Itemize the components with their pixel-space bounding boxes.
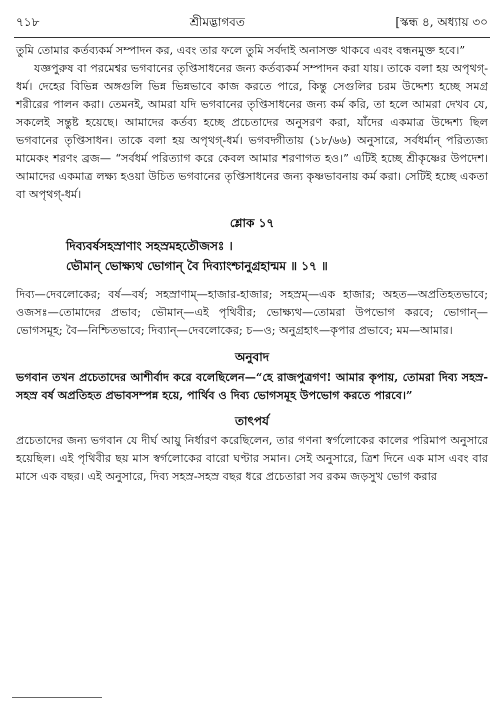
footer-rule bbox=[12, 697, 102, 698]
synonyms: দিব্য—দেবলোকের; বর্ষ—বর্ষ; সহস্রাণাম্‌—হাজার-হাজার; সহস্রম্‌—এক হাজার; অহত—অপ্রতিহতভাবে; ওজসঃ—তোমাদের প্রভাব; ভৌমান্‌—এই পৃথিবীর; ভোক্ষ্যথ—তোমরা উপভোগ করবে; ভোগান্‌—ভোগসমূহ; বৈ—নিশ্চিতভাবে; দিব্যান্‌—দেবলোকের; চ—ও; অনুগ্রহাৎ—কৃপার প্রভাবে; মম—আমার। bbox=[16, 288, 488, 337]
chapter-reference: [স্কন্ধ ৪, অধ্যায় ৩০ bbox=[395, 15, 488, 29]
purport-continuation: তুমি তোমার কর্তব্যকর্ম সম্পাদন কর, এবং তার ফলে তুমি সর্বদাই অনাসক্ত থাকবে এবং বন্ধনমুক্ত হবে।” bbox=[16, 44, 466, 57]
verse-line-2: ভৌমান্‌ ভোক্ষ্যথ ভোগান্‌ বৈ দিব্যাংশ্চানুগ্রহান্মম ॥ ১৭ ॥ bbox=[66, 259, 328, 273]
purport-title: তাৎপর্য bbox=[235, 414, 269, 428]
page-number: ৭১৮ bbox=[16, 15, 40, 29]
header-rule bbox=[14, 37, 490, 38]
purport-paragraph: যজ্ঞপুরুষ বা পরমেশ্বর ভগবানের তৃপ্তিসাধনের জন্য কর্তব্যকর্ম সম্পাদন করা যায়। তাকে বলা হয় অপৃথগ্‌-ধর্ম। দেহের বিভিন্ন অঙ্গগুলি ভিন্ন ভিন্নভাবে কাজ করতে পারে, কিন্তু সেগুলির চরম উদ্দেশ্য হচ্ছে সমগ্র শরীরের পালন করা। তেমনই, আমরা যদি ভগবানের তৃপ্তিসাধনের জন্য কর্ম করি, তা হলে আমরা দেখব যে, সকলেই সন্তুষ্ট হয়েছে। আমাদের কর্তব্য হচ্ছে প্রচেতাদের অনুসরণ করা, যাঁদের একমাত্র উদ্দেশ্য ছিল ভগবানের তৃপ্তিসাধন। তাকে বলা হয় অপৃথগ্‌-ধর্ম। ভগবদ্গীতায় (১৮/৬৬) অনুসারে, সর্বধর্মান্‌ পরিত্যজ্য মামেকং শরণং ব্রজ— “সর্বধর্ম পরিত্যাগ করে কেবল আমার শরণাগত হও।” এটিই হচ্ছে শ্রীকৃষ্ণের উপদেশ। আমাদের একমাত্র লক্ষ্য হওয়া উচিত ভগবানের তৃপ্তিসাধনের জন্য কৃষ্ণভাবনায় কর্ম করা। সেটিই হচ্ছে একতা বা অপৃথগ্‌-ধর্ম। bbox=[16, 62, 488, 201]
verse-label: শ্লোক ১৭ bbox=[229, 216, 275, 230]
translation: ভগবান তখন প্রচেতাদের আশীর্বাদ করে বলেছিলেন—“হে রাজপুত্রগণ! আমার কৃপায়, তোমরা দিব্য সহস্র-সহস্র বর্ষ অপ্রতিহত প্রভাবসম্পন্ন হয়ে, পার্থিব ও দিব্য ভোগসমূহ উপভোগ করতে পারবে।” bbox=[16, 370, 488, 402]
verse-line-1: দিব্যবর্ষসহস্রাণাং সহস্রমহতৌজসঃ । bbox=[66, 239, 233, 253]
purport: প্রচেতাদের জন্য ভগবান যে দীর্ঘ আয়ু নির্ধারণ করেছিলেন, তার গণনা স্বর্গলোকের কালের পরিমাপ অনুসারে হয়েছিল। এই পৃথিবীর ছয় মাস স্বর্গলোকের বারো ঘণ্টার সমান। সেই অনুসারে, ত্রিশ দিনে এক মাস এবং বার মাসে এক বছর। এই অনুসারে, দিব্য সহস্র-সহস্র বছর ধরে প্রচেতারা সব রকম জড়সুখ ভোগ করার bbox=[16, 434, 488, 483]
translation-title: অনুবাদ bbox=[234, 350, 270, 364]
book-title: শ্রীমদ্ভাগবত bbox=[189, 15, 245, 29]
page-body bbox=[16, 42, 488, 486]
page-header bbox=[16, 14, 488, 34]
